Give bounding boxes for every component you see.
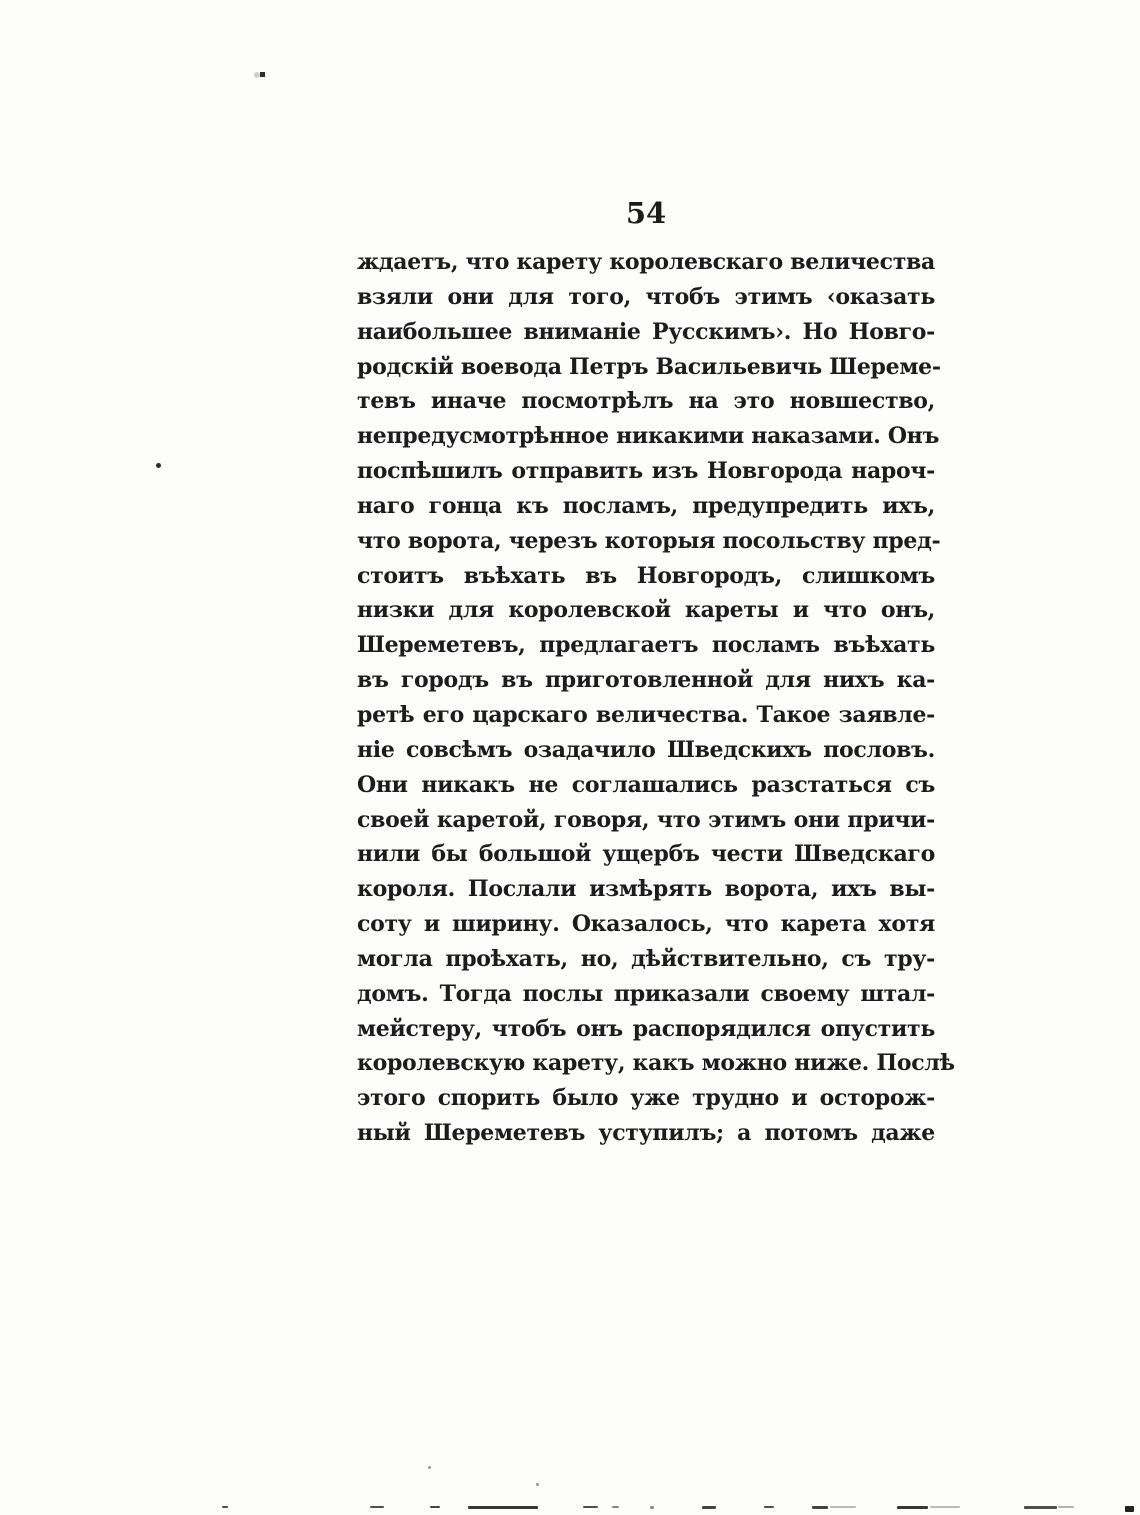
text-line: взяли они для того, чтобъ этимъ ‹оказать xyxy=(357,283,935,310)
edge-dash xyxy=(930,1506,960,1508)
page-edge-artifact xyxy=(0,1505,1140,1515)
text-line: мейстеру, чтобъ онъ распорядился опустить xyxy=(357,1015,935,1042)
text-line: поспѣшилъ отправить изъ Новгорода нароч- xyxy=(357,458,935,485)
edge-dash xyxy=(1058,1506,1074,1508)
text-line: тевъ иначе посмотрѣлъ на это новшество, xyxy=(357,388,935,415)
text-line: нили бы большой ущербъ чести Шведскаго xyxy=(357,841,935,868)
text-line: могла проѣхать, но, дѣйствительно, съ тру- xyxy=(357,945,935,972)
edge-dash xyxy=(764,1506,774,1508)
text-line: королевскую карету, какъ можно ниже. Послѣ xyxy=(357,1050,955,1077)
text-line: этого спорить было уже трудно и осторож- xyxy=(357,1085,935,1112)
text-line: домъ. Тогда послы приказали своему штал- xyxy=(357,980,935,1007)
text-line: ніе совсѣмъ озадачило Шведскихъ пословъ. xyxy=(357,736,935,763)
edge-dash xyxy=(612,1506,619,1508)
edge-dash xyxy=(370,1506,384,1508)
text-line: наго гонца къ посламъ, предупредить ихъ, xyxy=(357,492,935,519)
edge-dash xyxy=(702,1506,716,1509)
text-line: что ворота, черезъ которыя посольству пред- xyxy=(357,527,941,554)
text-line: Шереметевъ, предлагаетъ посламъ въѣхать xyxy=(357,632,935,659)
edge-dash xyxy=(650,1506,654,1509)
scan-speck xyxy=(428,1466,431,1469)
text-line: родскій воевода Петръ Васильевичь Шереме- xyxy=(357,353,941,380)
edge-dash xyxy=(1125,1506,1134,1512)
text-line: своей каретой, говоря, что этимъ они причи- xyxy=(357,806,935,833)
text-line: соту и ширину. Оказалось, что карета хотя xyxy=(357,911,935,938)
text-line: въ городъ въ приготовленной для нихъ ка- xyxy=(357,667,935,694)
edge-dash xyxy=(222,1506,228,1508)
edge-dash xyxy=(468,1506,538,1509)
edge-dash xyxy=(897,1506,928,1509)
scan-speck xyxy=(260,72,265,77)
text-line: низки для королевской кареты и что онъ, xyxy=(357,597,935,624)
text-line: непредусмотрѣнное никакими наказами. Онъ xyxy=(357,423,940,450)
text-line: короля. Послали измѣрять ворота, ихъ вы- xyxy=(357,876,935,903)
page-number: 54 xyxy=(625,196,667,230)
edge-dash xyxy=(430,1506,440,1508)
edge-dash xyxy=(812,1506,828,1509)
edge-dash xyxy=(1024,1506,1057,1509)
text-line: ный Шереметевъ уступилъ; а потомъ даже xyxy=(357,1120,935,1147)
text-line: Они никакъ не соглашались разстаться съ xyxy=(357,771,935,798)
text-line: наибольшее вниманіе Русскимъ›. Но Новго- xyxy=(357,318,935,345)
scan-speck xyxy=(156,463,161,468)
edge-dash xyxy=(830,1506,856,1508)
text-block xyxy=(357,245,955,1151)
edge-dash xyxy=(583,1506,598,1508)
text-line: стоитъ въѣхать въ Новгородъ, слишкомъ xyxy=(357,562,935,589)
text-line: ждаетъ, что карету королевскаго величества xyxy=(357,249,935,275)
scan-speck xyxy=(536,1483,539,1486)
text-line: ретѣ его царскаго величества. Такое заявле- xyxy=(357,701,935,728)
